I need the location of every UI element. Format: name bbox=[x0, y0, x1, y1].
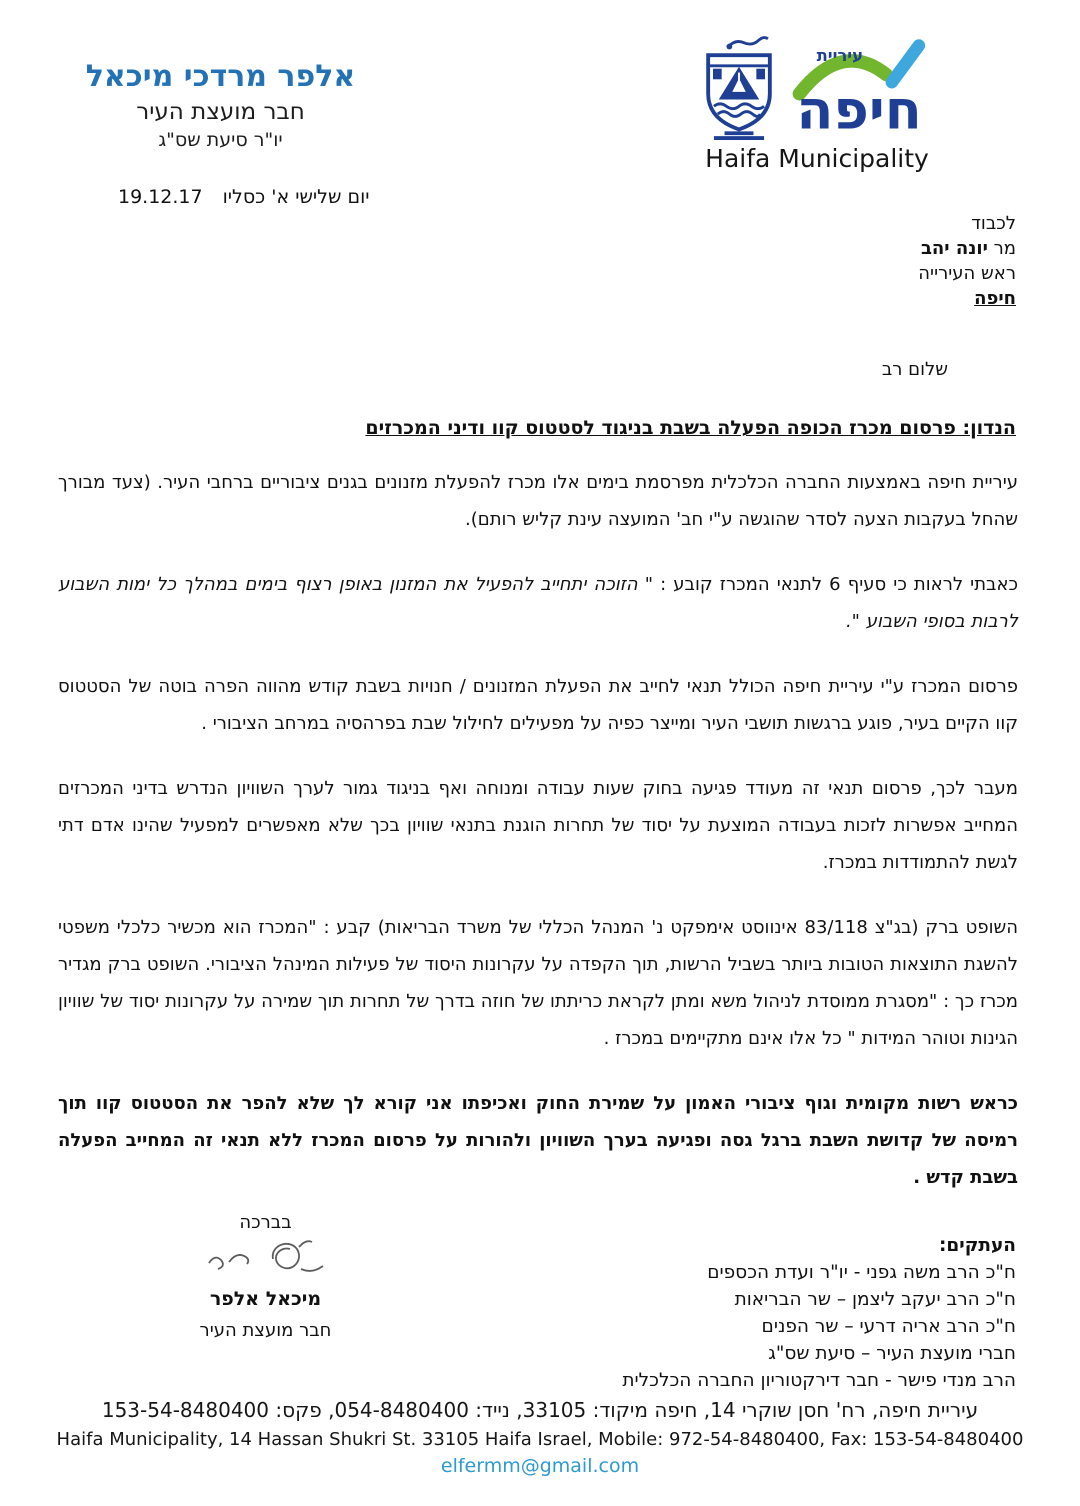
copies-item: ח"כ הרב משה גפני - יו"ר ועדת הכספים bbox=[707, 1262, 1016, 1283]
greeting: שלום רב bbox=[881, 359, 948, 380]
haifa-crest-icon bbox=[697, 34, 781, 144]
date-line bbox=[118, 186, 370, 208]
sender-title-council-member: חבר מועצת העיר bbox=[136, 98, 305, 125]
handwritten-signature-icon bbox=[158, 1235, 373, 1286]
copies-title: העתקים: bbox=[938, 1235, 1016, 1256]
recipient-title: ראש העירייה bbox=[918, 263, 1016, 284]
municipality-logo bbox=[694, 34, 940, 173]
recipient-name-line bbox=[918, 236, 1016, 261]
footer-address-english: Haifa Municipality, 14 Hassan Shukri St. 33105 Haifa Israel, Mobile: 972-54-8480400, Fax: 153-54-8480400 bbox=[56, 1429, 1024, 1450]
subject-text: הנדון: פרסום מכרז הכופה הפעלה בשבת בניגוד לסטטוס קוו ודיני המכרזים bbox=[365, 417, 1016, 439]
sender-block bbox=[68, 58, 373, 151]
letter-body bbox=[58, 464, 1018, 1196]
subject-line bbox=[58, 417, 1016, 439]
clause-6-quote: " הזוכה יתחייב להפעיל את המזנון באופן רצוף בימים במהלך כל ימות השבוע לרבות בסופי השבוע ". bbox=[58, 574, 1018, 632]
signer-title: חבר מועצת העיר bbox=[199, 1320, 332, 1341]
signer-name: מיכאל אלפר bbox=[209, 1288, 322, 1310]
copies-item: הרב מנדי פישר - חבר דירקטוריון החברה הכלכלית bbox=[622, 1370, 1016, 1391]
logo-label-city-he: חיפה bbox=[796, 78, 922, 140]
paragraph-clause-6 bbox=[58, 566, 1018, 640]
signature-blessing: בברכה bbox=[239, 1212, 292, 1233]
email-link[interactable]: elfermm@gmail.com bbox=[440, 1455, 640, 1477]
sender-name: אלפר מרדכי מיכאל bbox=[85, 59, 356, 94]
date-hebrew: יום שלישי א' כסליו bbox=[222, 186, 370, 208]
clause-6-lead: כאבתי לראות כי סעיף 6 לתנאי המכרז קובע : bbox=[653, 574, 1018, 595]
recipient-block bbox=[918, 211, 1016, 311]
logo-label-municipality-en: Haifa Municipality bbox=[705, 144, 929, 173]
sender-title-faction-chair: יו"ר סיעת שס"ג bbox=[158, 128, 283, 151]
date-numeric: 19.12.17 bbox=[118, 186, 203, 208]
copies-list bbox=[622, 1232, 1016, 1394]
copies-item: ח"כ הרב יעקב ליצמן – שר הבריאות bbox=[734, 1289, 1016, 1310]
paragraph-tender-publication: עיריית חיפה באמצעות החברה הכלכלית מפרסמת בימים אלו מכרז להפעלת מזנונים בגנים ציבוריים ברחבי העיר. (צעד מבורך שהחל בעקבות הצעה לסדר שהוגשה ע"י חב' המועצה עינת קליש רותם). bbox=[58, 472, 1018, 530]
haifa-wordmark-icon bbox=[787, 34, 937, 144]
copies-item: חברי מועצת העיר – סיעת שס"ג bbox=[768, 1343, 1016, 1364]
footer bbox=[0, 1398, 1080, 1477]
recipient-city: חיפה bbox=[974, 288, 1016, 309]
logo-label-municipality-he: עיריית bbox=[816, 45, 864, 65]
recipient-salutation: לכבוד bbox=[971, 213, 1016, 234]
paragraph-judge-barak-ruling: השופט ברק (בג"צ 83/118 אינווסט אימפקט נ' המנהל הכללי של משרד הבריאות) קבע : "המכרז הוא מכשיר כלכלי משפטי להשגת התוצאות הטובות ביותר בשביל הרשות, תוך הקפדה על עקרונות היסוד של פעילות המינהל הציבורי. השופט ברק מגדיר מכרז כך : "מסגרת ממוסדת לניהול משא ומתן לקראת כריתתו של חוזה בדרך של תחרות תוך שמירה על עקרונות יסוד של שוויון הגינות וטוהר המידות " כל אלו אינם מתקיימים במכרז . bbox=[58, 917, 1018, 1049]
recipient-name: יונה יהב bbox=[920, 238, 988, 259]
copies-item: ח"כ הרב אריה דרעי – שר הפנים bbox=[761, 1316, 1016, 1337]
recipient-honorific: מר bbox=[993, 238, 1016, 259]
paragraph-equality-violation: מעבר לכך, פרסום תנאי זה מעודד פגיעה בחוק שעות עבודה ומנוחה ואף בניגוד גמור לערך השוויון הנדרש בדיני המכרזים המחייב אפשרות לזכות בעבודה המוצעת על יסוד של תחרות הוגנת בתנאי שוויון בכך שלא מאפשרים למפעיל שהינו אדם דתי לגשת להתמודדות במכרז. bbox=[58, 778, 1018, 873]
signature-block bbox=[158, 1212, 373, 1341]
footer-address-hebrew: עיריית חיפה, רח' חסן שוקרי 14, חיפה מיקוד: 33105, נייד: 054-8480400, פקס: 153-54-8480400 bbox=[101, 1398, 979, 1422]
paragraph-status-quo-violation: פרסום המכרז ע"י עיריית חיפה הכולל תנאי לחייב את הפעלת המזנונים / חנויות בשבת קודש מהווה הפרה בוטה של הסטטוס קוו הקיים בעיר, פוגע ברגשות תושבי העיר ומייצר כפיה על מפעילים לחילול שבת בפרהסיה במרחב הציבורי . bbox=[58, 676, 1018, 734]
paragraph-call-to-action: כראש רשות מקומית וגוף ציבורי האמון על שמירת החוק ואכיפתו אני קורא לך שלא להפר את הסטטוס קוו תוך רמיסה של קדושת השבת ברגל גסה ופגיעה בערך השוויון ולהורות על פרסום המכרז ללא תנאי זה המחייב הפעלה בשבת קדש . bbox=[58, 1093, 1018, 1188]
